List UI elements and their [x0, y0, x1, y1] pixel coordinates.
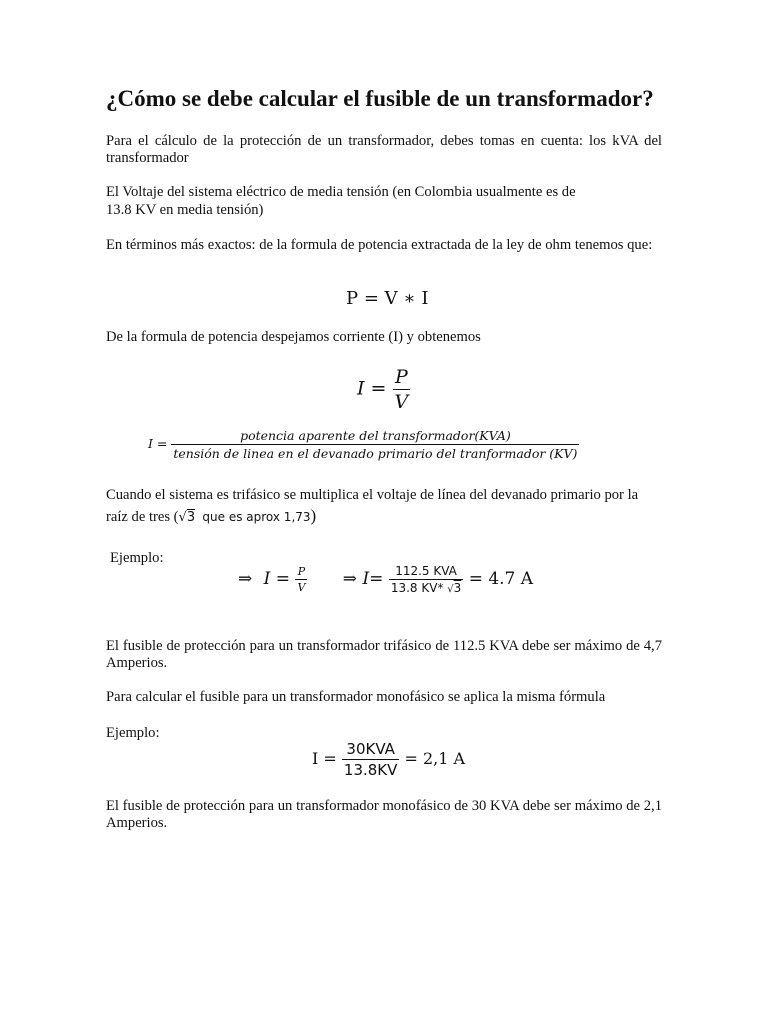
- sqrt-approx-note: que es aprox 1,73: [202, 510, 311, 524]
- equation-current-long: [148, 428, 579, 461]
- paragraph-single-phase-fuse: El fusible de protección para un transformador monofásico de 30 KVA debe ser máximo de 2,1 Amperios.: [106, 798, 662, 831]
- paragraph-voltage-line1: El Voltaje del sistema eléctrico de media tensión (en Colombia usualmente es de: [106, 184, 576, 200]
- example2-lhs: I =: [312, 749, 337, 768]
- sqrt-icon: √: [447, 584, 454, 595]
- equation-example-three-phase: [238, 564, 533, 595]
- example-label-1: Ejemplo:: [110, 550, 164, 566]
- implies-arrow-icon: ⇒: [342, 569, 358, 589]
- implies-arrow-icon: ⇒: [238, 569, 253, 589]
- fraction-long-denominator: tensión de linea en el devanado primario del tranformador (KV): [173, 446, 578, 461]
- example1-fraction-p-v: [295, 565, 307, 594]
- page-title: ¿Cómo se debe calcular el fusible de un transformador?: [106, 86, 654, 111]
- example2-den: 13.8KV: [343, 761, 398, 779]
- three-phase-prefix: raíz de tres (: [106, 509, 179, 525]
- example2-result: = 2,1 A: [404, 749, 466, 768]
- fraction-long-numerator: potencia aparente del transformador(KVA): [171, 428, 579, 445]
- equation-power: P = V ∗ I: [346, 288, 429, 309]
- paragraph-three-phase-line2: [106, 507, 662, 526]
- example1-fraction-values: [389, 564, 463, 595]
- paragraph-three-phase-line1: Cuando el sistema es trifásico se multiplica el voltaje de línea del devanado primario por la: [106, 487, 639, 503]
- fraction-power-over-voltage: [171, 428, 579, 461]
- example1-values-den: [389, 580, 463, 595]
- example1-lhs: I =: [263, 569, 291, 589]
- example1-lhs-2: I=: [362, 569, 384, 589]
- paragraph-voltage-line2: 13.8 KV en media tensión): [106, 202, 264, 218]
- example1-den-radicand: 3: [453, 581, 462, 595]
- closing-paren: ): [310, 506, 317, 525]
- paragraph-ohm-law: En términos más exactos: de la formula de potencia extractada de la ley de ohm tenemos que:: [106, 237, 653, 253]
- example1-fraction-den: V: [297, 581, 306, 594]
- equation-long-lhs: I =: [148, 436, 168, 451]
- paragraph-three-phase-fuse: El fusible de protección para un transformador trifásico de 112.5 KVA debe ser máximo de 4,7 Amperios.: [106, 638, 662, 671]
- equation-example-single-phase: [312, 740, 465, 779]
- example1-den-prefix: 13.8 KV*: [390, 581, 448, 595]
- sqrt-three: √3: [178, 510, 196, 525]
- example-label-2: Ejemplo:: [106, 725, 160, 741]
- example2-fraction: [342, 740, 400, 779]
- example1-fraction-num: P: [295, 565, 307, 580]
- equation-current-lhs: I =: [357, 377, 387, 400]
- equation-current: [357, 366, 410, 413]
- paragraph-single-phase: Para calcular el fusible para un transformador monofásico se aplica la misma fórmula: [106, 689, 606, 705]
- fraction-p-over-v: [393, 366, 411, 413]
- sqrt-radicand: 3: [186, 510, 196, 525]
- example1-result: = 4.7 A: [468, 569, 534, 589]
- example1-values-num: 112.5 KVA: [389, 564, 463, 580]
- paragraph-solve-current: De la formula de potencia despejamos corriente (I) y obtenemos: [106, 329, 481, 345]
- fraction-denominator: V: [394, 391, 409, 413]
- example2-num: 30KVA: [342, 740, 400, 760]
- fraction-numerator: P: [393, 366, 411, 390]
- paragraph-intro: Para el cálculo de la protección de un transformador, debes tomas en cuenta: los kVA del transformador: [106, 133, 662, 166]
